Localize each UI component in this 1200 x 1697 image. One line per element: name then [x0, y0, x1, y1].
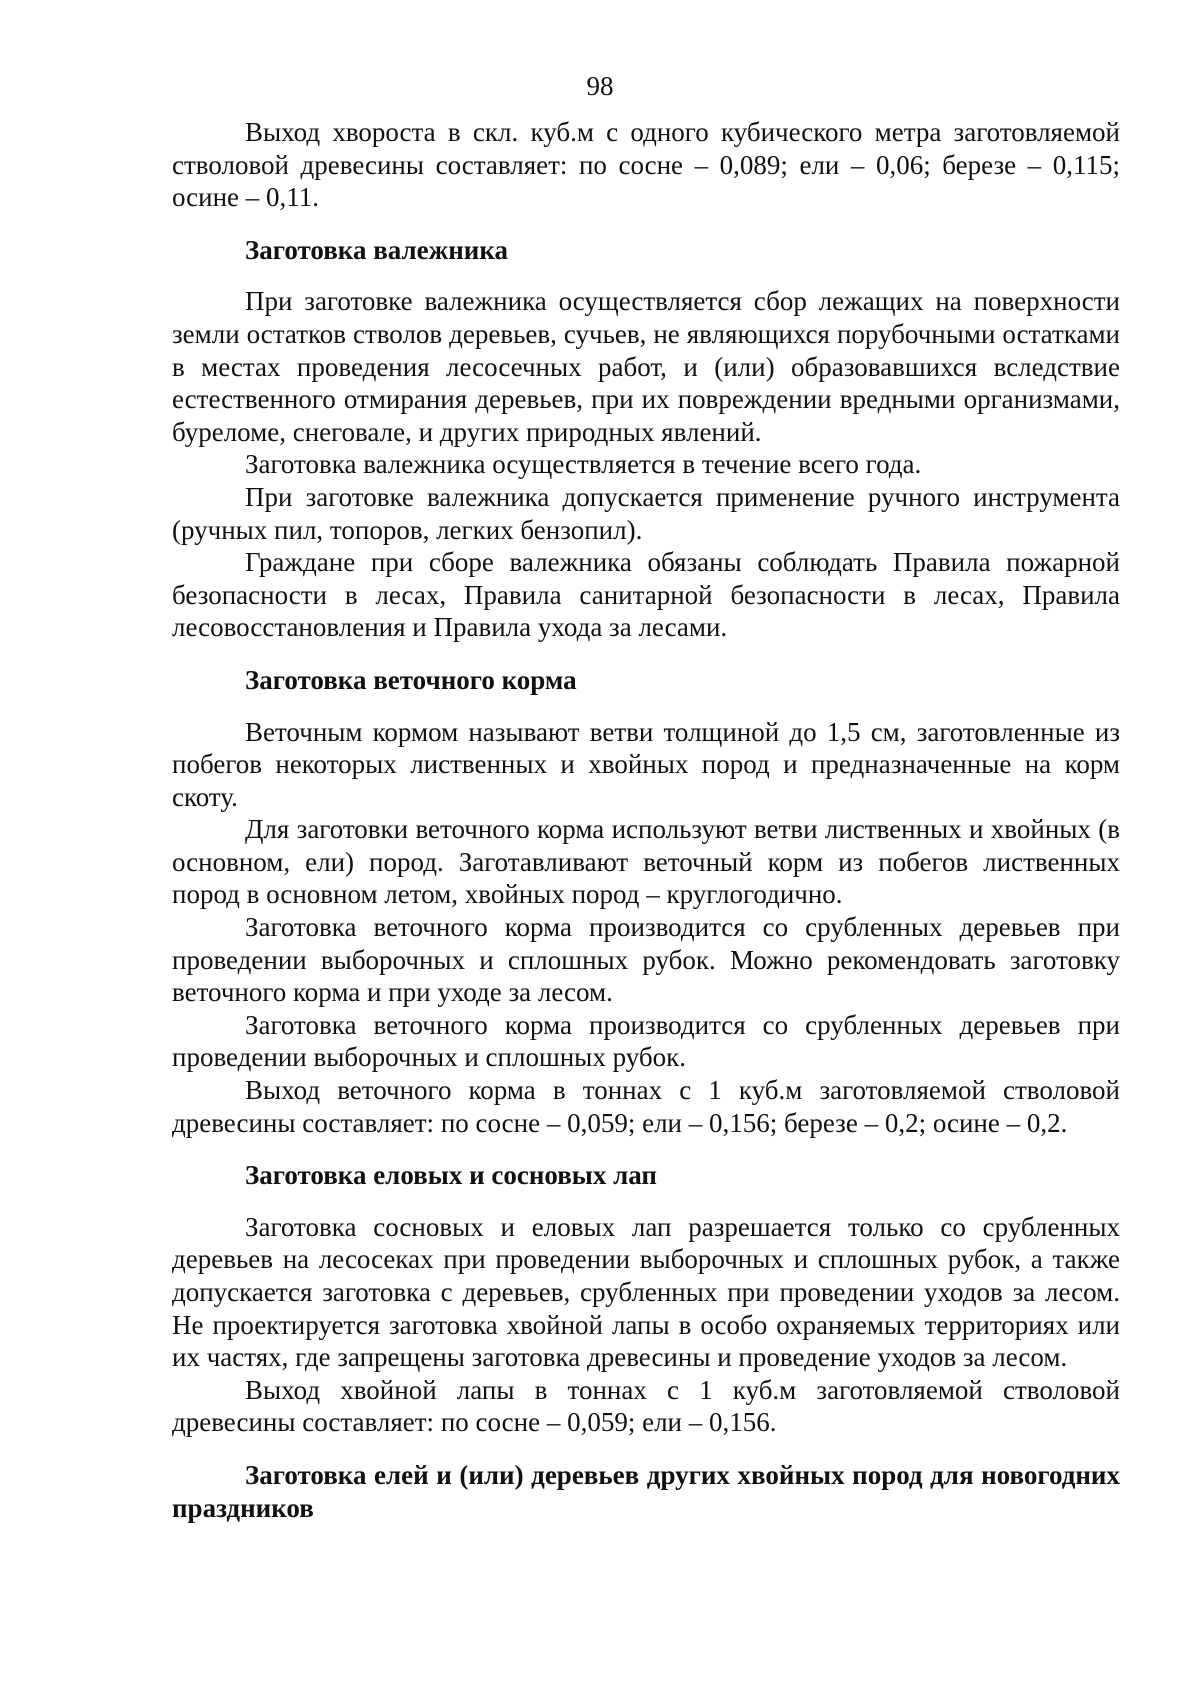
section-heading: Заготовка еловых и сосновых лап: [245, 1160, 657, 1191]
paragraph: Для заготовки веточного корма используют ветви лиственных и хвойных (в основном, ели) пород. Заготавливают веточный корм из побегов лиственных пород в основном летом, хвойных пород – круглогодично.: [172, 814, 1120, 910]
page-content: [172, 116, 1120, 1524]
paragraph: Заготовка сосновых и еловых лап разрешается только со срубленных деревьев на лесосеках при проведении выборочных и сплошных рубок, а также допускается заготовка с деревьев, срубленных при проведении уходов за лесом. Не проектируется заготовка хвойной лапы в особо охраняемых территориях или их частях, где запрещены заготовка древесины и проведение уходов за лесом.: [172, 1211, 1120, 1373]
paragraph: Выход веточного корма в тоннах с 1 куб.м заготовляемой стволовой древесины составляет: по сосне – 0,059; ели – 0,156; березе – 0,2; осине – 0,2.: [172, 1075, 1120, 1138]
paragraph: Заготовка валежника осуществляется в течение всего года.: [245, 449, 922, 480]
paragraph: Выход хвойной лапы в тоннах с 1 куб.м заготовляемой стволовой древесины составляет: по сосне – 0,059; ели – 0,156.: [172, 1374, 1120, 1438]
section-heading: Заготовка валежника: [245, 234, 508, 265]
page-number: 98: [586, 71, 614, 101]
paragraph: Веточным кормом называют ветви толщиной до 1,5 см, заготовленные из побегов некоторых лиственных и хвойных пород и предназначенные на корм скоту.: [172, 716, 1120, 812]
paragraph: Граждане при сборе валежника обязаны соблюдать Правила пожарной безопасности в лесах, Правила санитарной безопасности в лесах, Правила лесовосстановления и Правила ухода за лесами.: [172, 547, 1120, 643]
paragraph: Заготовка веточного корма производится со срубленных деревьев при проведении выборочных и сплошных рубок.: [172, 1009, 1120, 1073]
section-heading: Заготовка елей и (или) деревьев других хвойных пород для новогодних праздников: [172, 1459, 1120, 1523]
paragraph: Выход хвороста в скл. куб.м с одного кубического метра заготовляемой стволовой древесины составляет: по сосне – 0,089; ели – 0,06; березе – 0,115; осине – 0,11.: [172, 117, 1120, 213]
paragraph: Заготовка веточного корма производится со срубленных деревьев при проведении выборочных и сплошных рубок. Можно рекомендовать заготовку веточного корма и при уходе за лесом.: [172, 912, 1120, 1008]
section-heading: Заготовка веточного корма: [245, 664, 577, 695]
paragraph: При заготовке валежника осуществляется сбор лежащих на поверхности земли остатков стволов деревьев, сучьев, не являющихся порубочными остатками в местах проведения лесосечных работ, и (или) образовавшихся вследствие естественного отмирания деревьев, при их повреждении вредными организмами, буреломе, снеговале, и других природных явлений.: [172, 286, 1120, 447]
paragraph: При заготовке валежника допускается применение ручного инструмента (ручных пил, топоров, легких бензопил).: [172, 481, 1120, 545]
